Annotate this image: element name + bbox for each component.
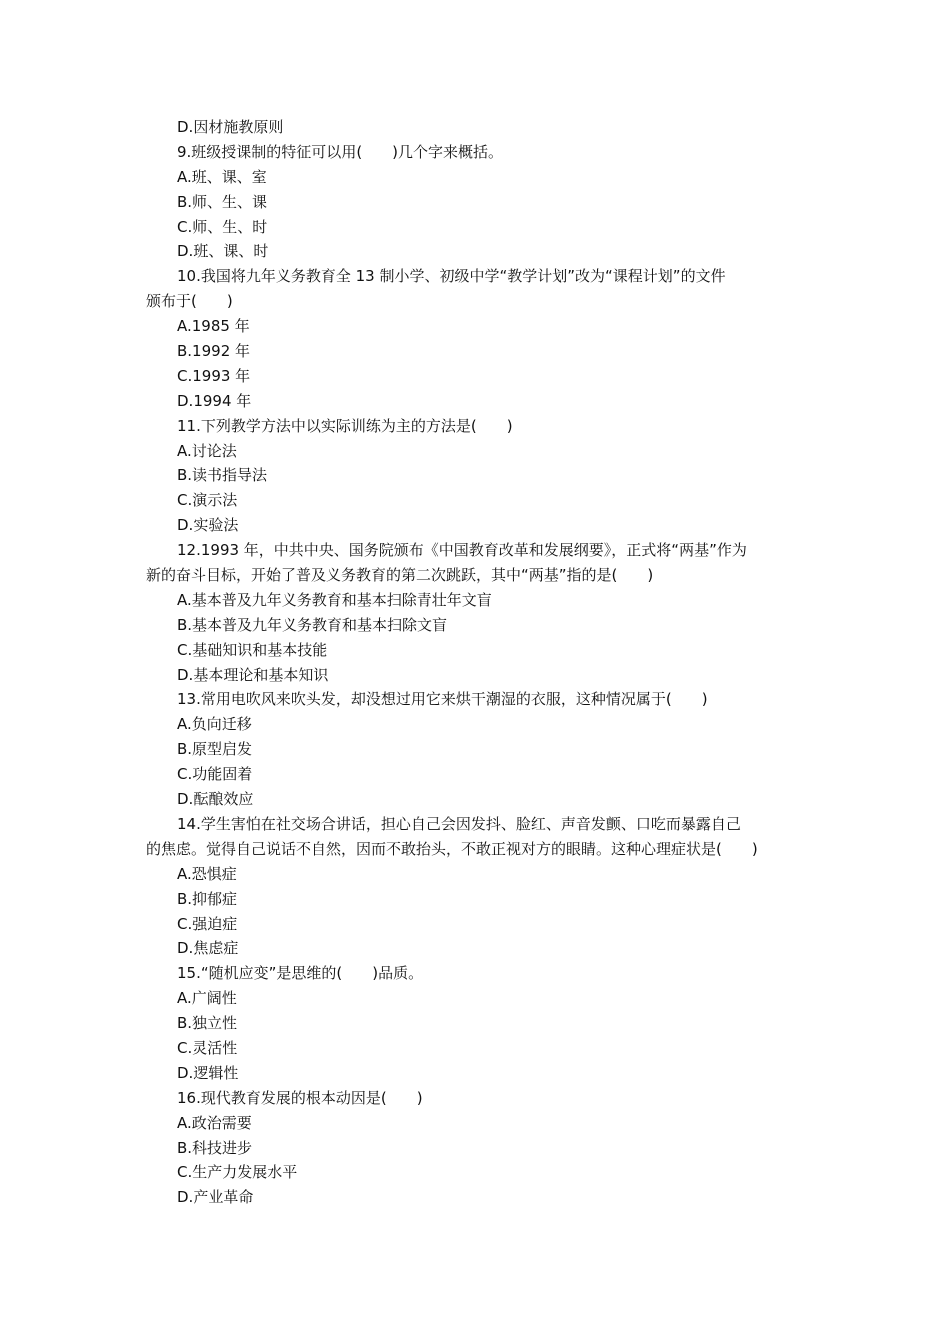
text-line: C.1993 年 xyxy=(177,366,251,385)
text-line: C.功能固着 xyxy=(177,765,253,784)
text-line: B.科技进步 xyxy=(177,1138,253,1157)
text-line: 15.“随机应变”是思维的( )品质。 xyxy=(177,964,424,983)
text-line: 11.下列教学方法中以实际训练为主的方法是( ) xyxy=(177,416,513,435)
text-line: A.讨论法 xyxy=(177,441,237,460)
text-line: C.灵活性 xyxy=(177,1038,238,1057)
text-line: A.政治需要 xyxy=(177,1113,252,1132)
text-line: 9.班级授课制的特征可以用( )几个字来概括。 xyxy=(177,142,504,161)
document-body xyxy=(146,115,808,1210)
text-line: A.恐惧症 xyxy=(177,864,237,883)
text-line: A.基本普及九年义务教育和基本扫除青壮年文盲 xyxy=(177,590,492,609)
text-line: C.生产力发展水平 xyxy=(177,1163,298,1182)
text-line: D.班、课、时 xyxy=(177,242,269,261)
text-line: B.原型启发 xyxy=(177,740,253,759)
text-line: C.强迫症 xyxy=(177,914,238,933)
text-line: C.演示法 xyxy=(177,491,238,510)
text-line: 13.常用电吹风来吹头发，却没想过用它来烘干潮湿的衣服，这种情况属于( ) xyxy=(177,690,708,709)
text-line: A.班、课、室 xyxy=(177,167,267,186)
text-line: C.师、生、时 xyxy=(177,217,268,236)
text-line: D.实验法 xyxy=(177,516,239,535)
text-line: D.1994 年 xyxy=(177,391,252,410)
text-line: B.抑郁症 xyxy=(177,889,238,908)
text-line: B.独立性 xyxy=(177,1014,238,1033)
text-line: A.1985 年 xyxy=(177,317,250,336)
text-line: 颁布于( ) xyxy=(146,292,233,311)
text-line: D.焦虑症 xyxy=(177,939,239,958)
text-line: D.基本理论和基本知识 xyxy=(177,665,329,684)
text-line: D.酝酿效应 xyxy=(177,790,254,809)
text-line: D.逻辑性 xyxy=(177,1063,239,1082)
text-line: B.基本普及九年义务教育和基本扫除文盲 xyxy=(177,615,448,634)
text-line: 10.我国将九年义务教育全 13 制小学、初级中学“教学计划”改为“课程计划”的文件 xyxy=(177,267,726,286)
text-line: 的焦虑。觉得自己说话不自然，因而不敢抬头，不敢正视对方的眼睛。这种心理症状是( ) xyxy=(146,839,758,858)
text-line: B.1992 年 xyxy=(177,342,251,361)
text-line: 14.学生害怕在社交场合讲话，担心自己会因发抖、脸红、声音发颤、口吃而暴露自己 xyxy=(177,814,741,833)
text-line: 16.现代教育发展的根本动因是( ) xyxy=(177,1088,423,1107)
text-line: D.因材施教原则 xyxy=(177,118,284,136)
text-line: C.基础知识和基本技能 xyxy=(177,640,328,659)
text-line: 新的奋斗目标，开始了普及义务教育的第二次跳跃，其中“两基”指的是( ) xyxy=(146,566,654,585)
text-line: B.读书指导法 xyxy=(177,466,268,485)
text-line: D.产业革命 xyxy=(177,1188,254,1207)
text-line: A.负向迁移 xyxy=(177,715,252,734)
text-line: A.广阔性 xyxy=(177,989,237,1008)
text-line: 12.1993 年，中共中央、国务院颁布《中国教育改革和发展纲要》，正式将“两基”作为 xyxy=(177,541,747,560)
text-line: B.师、生、课 xyxy=(177,192,268,211)
